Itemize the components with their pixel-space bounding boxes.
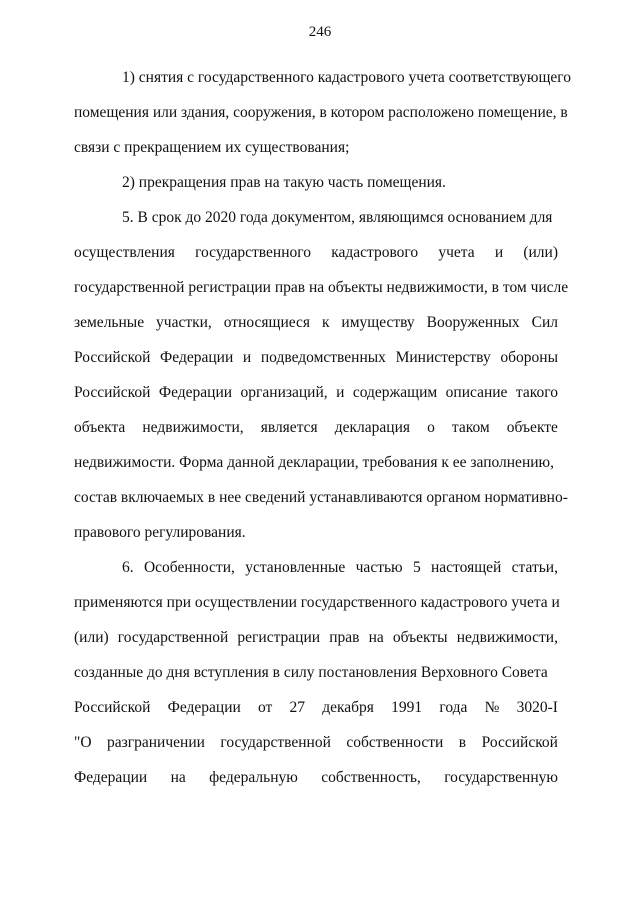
word: кадастрового	[331, 244, 419, 261]
word: осуществления	[74, 244, 175, 261]
word: от	[258, 699, 273, 716]
word: недвижимости,	[456, 629, 558, 646]
text-line: созданные до дня вступления в силу постановления Верховного Совета	[74, 664, 548, 681]
word: года	[439, 699, 468, 716]
word: собственность,	[321, 769, 421, 786]
word: организаций,	[240, 384, 328, 401]
word: 5	[412, 559, 421, 576]
page-number: 246	[308, 24, 332, 40]
text-line: 1) снятия с государственного кадастрового учета соответствующего	[122, 69, 572, 86]
text-line	[74, 235, 558, 270]
word: содержащим	[352, 384, 438, 401]
text-line: правового регулирования.	[74, 524, 246, 541]
word: является	[260, 419, 318, 436]
text-line: недвижимости. Форма данной декларации, требования к ее заполнению,	[74, 454, 554, 471]
text-line	[74, 690, 558, 725]
word: Российской	[74, 349, 151, 366]
word: Федерации	[158, 384, 233, 401]
word: объекте	[506, 419, 558, 436]
word: Российской	[74, 699, 151, 716]
text-line	[74, 305, 558, 340]
word: объекта	[74, 419, 126, 436]
word: земельные	[74, 314, 145, 331]
word: и	[242, 349, 252, 366]
word: 3020-I	[516, 699, 558, 716]
paragraph	[74, 60, 572, 165]
word: декабря	[322, 699, 374, 716]
word: 27	[289, 699, 306, 716]
text-line: государственной регистрации прав на объекты недвижимости, в том числе	[74, 279, 569, 296]
word: таком	[451, 419, 490, 436]
text-line: 2) прекращения прав на такую часть помещения.	[122, 174, 446, 191]
word: и	[494, 244, 504, 261]
word: участки,	[156, 314, 212, 331]
text-line: 5. В срок до 2020 года документом, являющимся основанием для	[122, 209, 553, 226]
text-line	[74, 550, 558, 585]
word: и	[336, 384, 345, 401]
paragraph	[74, 200, 569, 550]
word: регистрации	[237, 629, 321, 646]
word: имуществу	[341, 314, 415, 331]
word: установленные	[245, 559, 346, 576]
word: относящиеся	[223, 314, 311, 331]
word: федеральную	[209, 769, 298, 786]
word: такого	[515, 384, 558, 401]
word: на	[368, 629, 384, 646]
word: Федерации	[74, 769, 148, 786]
text-line: связи с прекращением их существования;	[74, 139, 350, 156]
word: прав	[329, 629, 360, 646]
word: обороны	[500, 349, 558, 366]
text-line	[74, 760, 558, 795]
text-line: применяются при осуществлении государственного кадастрового учета и	[74, 594, 560, 611]
word: Федерации	[167, 699, 241, 716]
word: недвижимости,	[142, 419, 244, 436]
word: государственной	[220, 734, 331, 751]
word: учета	[438, 244, 475, 261]
word: собственности	[346, 734, 444, 751]
word: 6.	[122, 559, 134, 576]
text-line	[74, 410, 558, 445]
word: №	[484, 699, 500, 716]
word: (или)	[523, 244, 558, 261]
word: Федерации	[160, 349, 234, 366]
word: государственной	[117, 629, 229, 646]
word: Министерству	[395, 349, 491, 366]
word: описание	[445, 384, 508, 401]
word: Сил	[531, 314, 558, 331]
word: декларация	[334, 419, 410, 436]
word: государственного	[195, 244, 311, 261]
word: (или)	[74, 629, 109, 646]
word: подведомственных	[260, 349, 386, 366]
word: объекты	[392, 629, 448, 646]
word: статьи,	[511, 559, 558, 576]
word: на	[170, 769, 186, 786]
word: государственную	[444, 769, 558, 786]
text-line: помещения или здания, сооружения, в котором расположено помещение, в	[74, 104, 568, 121]
word: Российской	[481, 734, 558, 751]
word: Вооруженных	[426, 314, 520, 331]
word: настоящей	[431, 559, 502, 576]
text-line	[74, 375, 558, 410]
word: Российской	[74, 384, 151, 401]
word: разграничении	[107, 734, 205, 751]
document-body	[74, 60, 572, 795]
text-line	[74, 725, 558, 760]
paragraph	[74, 550, 558, 795]
word: к	[321, 314, 330, 331]
text-line	[74, 340, 558, 375]
word: о	[427, 419, 435, 436]
word: в	[458, 734, 467, 751]
paragraph	[74, 165, 558, 200]
word: Особенности,	[143, 559, 235, 576]
word: частью	[355, 559, 403, 576]
text-line: состав включаемых в нее сведений устанавливаются органом нормативно-	[74, 489, 568, 506]
word: "О	[74, 734, 92, 751]
text-line	[74, 620, 558, 655]
word: 1991	[391, 699, 423, 716]
